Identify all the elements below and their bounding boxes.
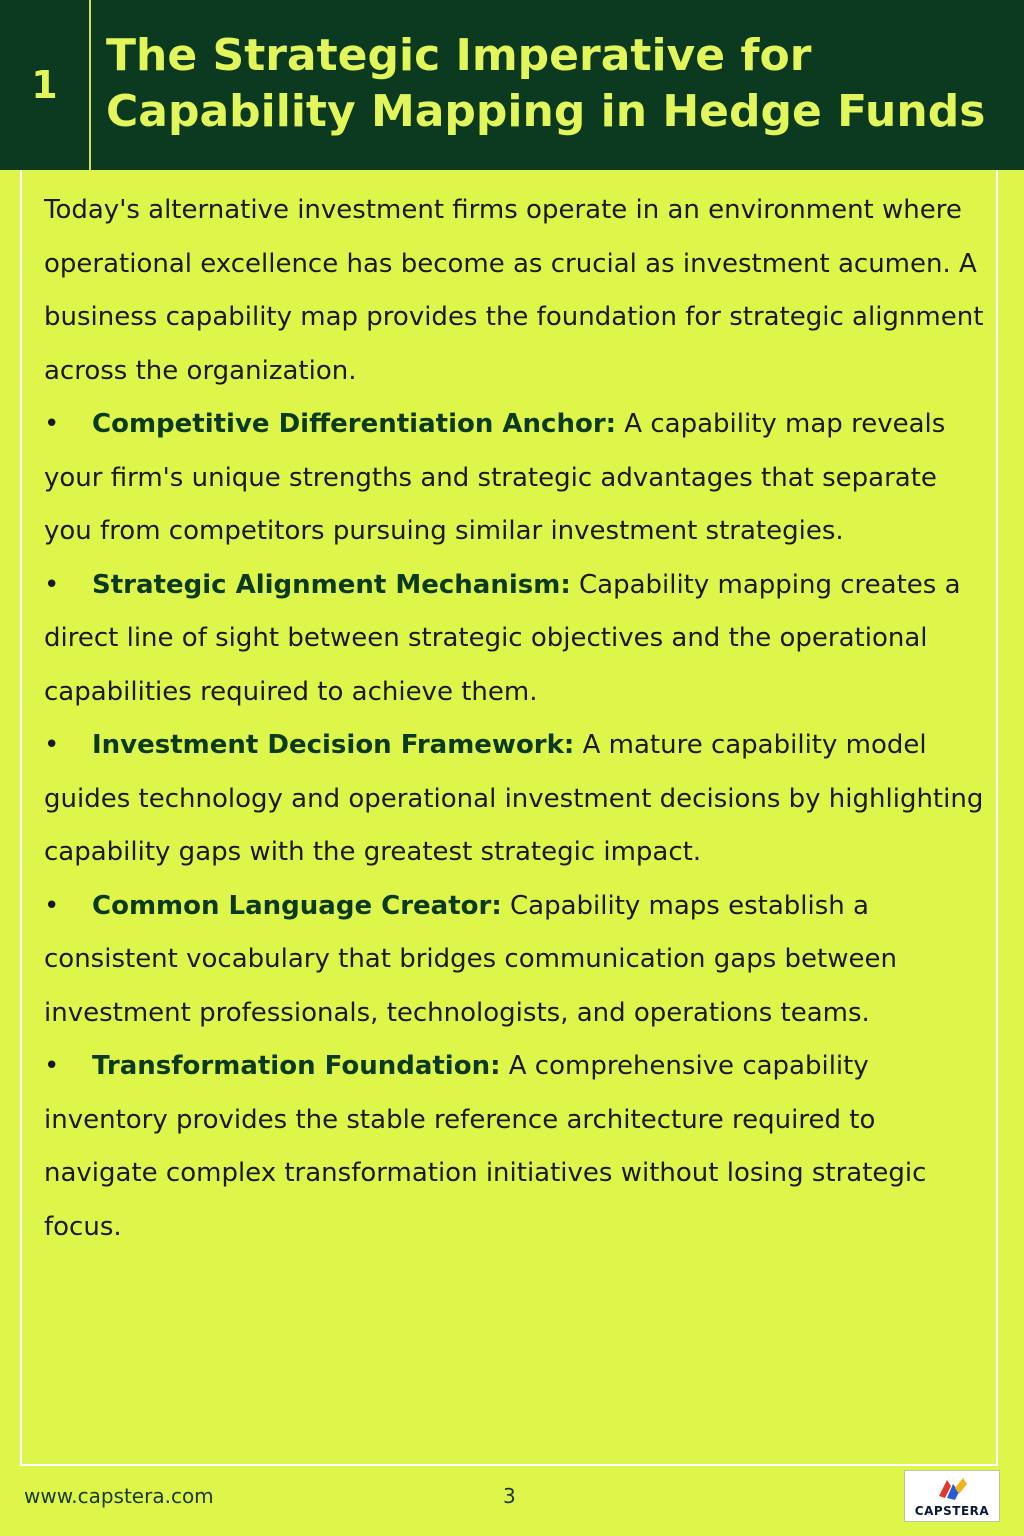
bullet-text: Capability maps establish a consistent vocabulary that bridges communication gaps between investment professionals, technologists, and operations teams. xyxy=(44,890,897,1028)
bullet-term: Competitive Differentiation Anchor: xyxy=(92,409,617,439)
bullet-item xyxy=(44,1040,989,1254)
bullet-item xyxy=(44,398,989,559)
page-header xyxy=(0,0,1024,170)
bullet-glyph: • xyxy=(44,1051,60,1081)
bullet-item xyxy=(44,559,989,720)
bullet-glyph: • xyxy=(44,569,60,600)
logo-mark-icon xyxy=(933,1474,971,1502)
page-number: 3 xyxy=(503,1484,516,1508)
bullet-term: Investment Decision Framework: xyxy=(92,730,575,760)
bullet-text: A capability map reveals your firm's unique strengths and strategic advantages that separate you from competitors pursuing similar investment strategies. xyxy=(44,409,946,546)
page-title: The Strategic Imperative for Capability Mapping in Hedge Funds xyxy=(106,30,986,137)
capstera-logo xyxy=(904,1470,1000,1522)
intro-paragraph: Today's alternative investment firms operate in an environment where operational excellence has become as crucial as investment acumen. A business capability map provides the foundation for strategic alignment across the organization. xyxy=(44,195,984,386)
bullet-item xyxy=(44,719,989,880)
logo-wordmark: CAPSTERA xyxy=(914,1504,990,1518)
website-link[interactable]: www.capstera.com xyxy=(24,1484,214,1508)
bullet-term: Common Language Creator: xyxy=(92,890,502,921)
bullet-glyph: • xyxy=(44,890,60,921)
bullet-term: Strategic Alignment Mechanism: xyxy=(92,569,571,600)
bullet-term: Transformation Foundation: xyxy=(92,1051,501,1081)
bullet-glyph: • xyxy=(44,730,60,760)
bullet-text: A mature capability model guides technology and operational investment decisions by highlighting capability gaps with the greatest strategic impact. xyxy=(44,730,984,867)
bullet-text: A comprehensive capability inventory provides the stable reference architecture required to navigate complex transformation initiatives without losing strategic focus. xyxy=(44,1051,927,1242)
bullet-glyph: • xyxy=(44,409,60,439)
content-body xyxy=(44,184,989,1254)
section-number: 1 xyxy=(31,63,58,107)
bullet-text: Capability mapping creates a direct line of sight between strategic objectives and the operational capabilities required to achieve them. xyxy=(44,569,961,707)
bullet-item xyxy=(44,880,989,1041)
header-divider xyxy=(89,0,91,170)
